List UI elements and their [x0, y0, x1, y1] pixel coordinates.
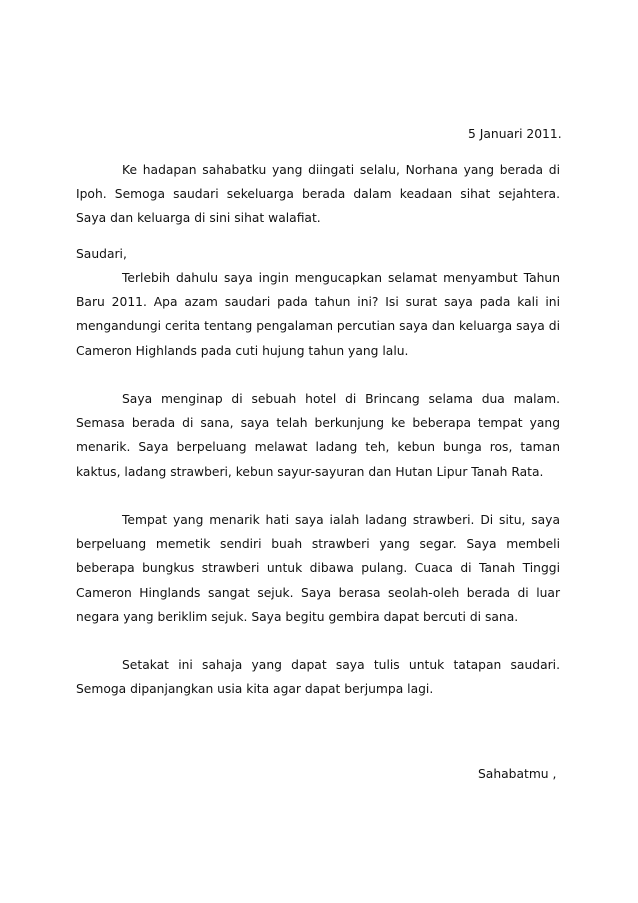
closing-paragraph: Setakat ini sahaja yang dapat saya tulis untuk tatapan saudari. Semoga dipanjangkan usia kita agar dapat berjumpa lagi.	[76, 658, 560, 697]
body-paragraph: Terlebih dahulu saya ingin mengucapkan selamat menyambut Tahun Baru 2011. Apa azam saudari pada tahun ini? Isi surat saya pada kali ini mengandungi cerita tentang pengalaman percutian saya dan keluarga saya di Cameron Highlands pada cuti hujung tahun yang lalu.	[76, 271, 560, 358]
body-paragraph: Saya menginap di sebuah hotel di Brincang selama dua malam. Semasa berada di sana, saya telah berkunjung ke beberapa tempat yang menarik. Saya berpeluang melawat ladang teh, kebun bunga ros, taman kaktus, ladang strawberi, kebun sayur-sayuran dan Hutan Lipur Tanah Rata.	[76, 392, 560, 479]
greeting-paragraph: Ke hadapan sahabatku yang diingati selalu, Norhana yang berada di Ipoh. Semoga saudari sekeluarga berada dalam keadaan sihat sejahtera. Saya dan keluarga di sini sihat walafiat.	[76, 163, 560, 226]
signoff: Sahabatmu ,	[478, 767, 557, 781]
body-paragraph: Tempat yang menarik hati saya ialah ladang strawberi. Di situ, saya berpeluang memetik sendiri buah strawberi yang segar. Saya membeli beberapa bungkus strawberi untuk dibawa pulang. Cuaca di Tanah Tinggi Cameron Hinglands sangat sejuk. Saya berasa seolah-oleh berada di luar negara yang beriklim sejuk. Saya begitu gembira dapat bercuti di sana.	[76, 513, 560, 624]
letter-date: 5 Januari 2011.	[468, 127, 562, 141]
salutation: Saudari,	[76, 247, 127, 261]
